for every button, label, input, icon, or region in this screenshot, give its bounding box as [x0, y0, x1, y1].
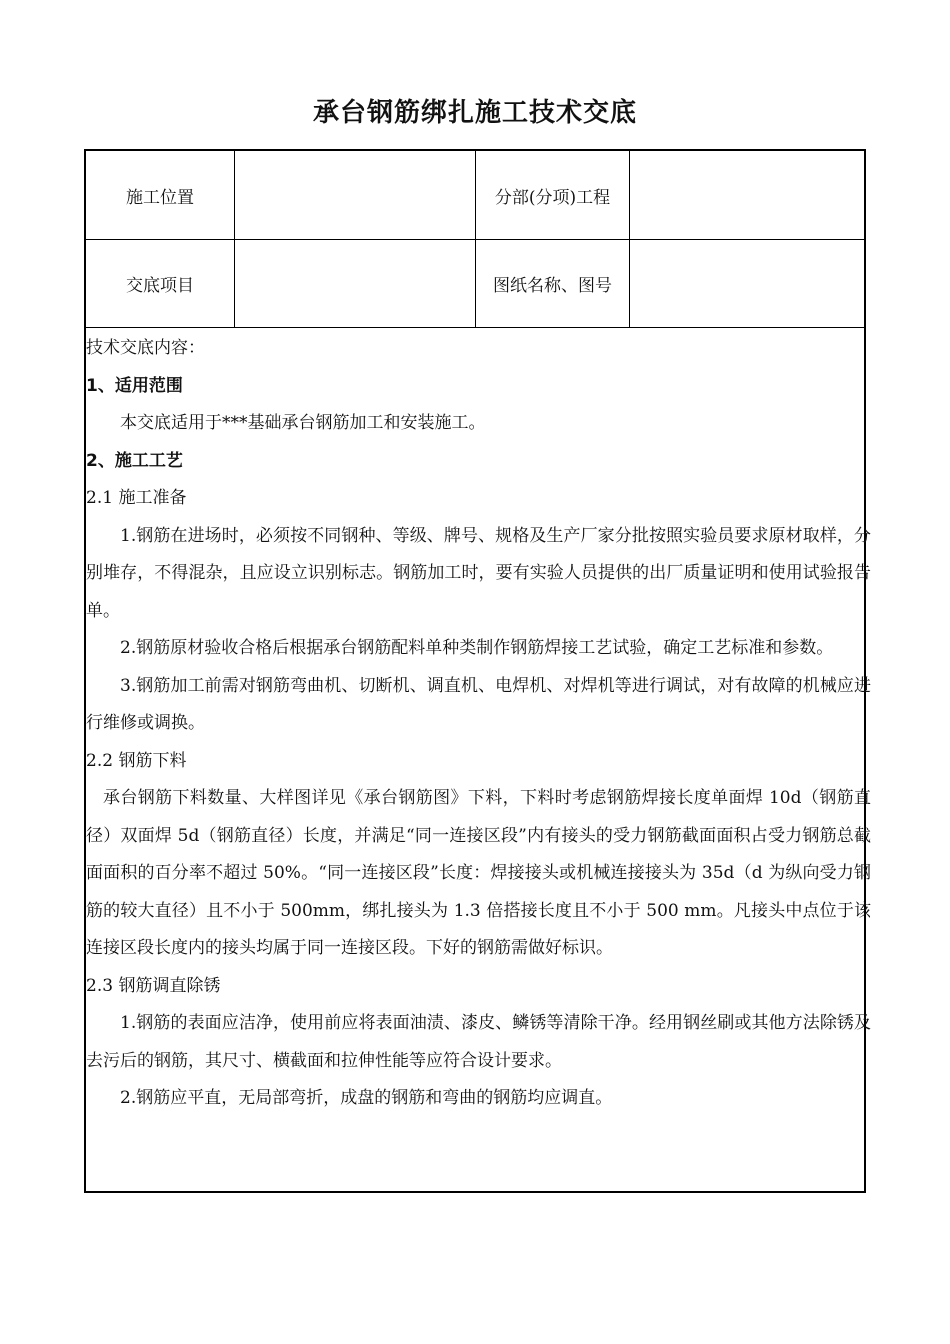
section-2-title: 2、施工工艺 [86, 450, 183, 471]
content-heading: 技术交底内容： [86, 338, 205, 358]
value-construction-location [235, 151, 475, 239]
section-2-2-title: 2.2 钢筋下料 [86, 750, 187, 771]
section-1-title: 1、适用范围 [86, 375, 183, 396]
section-2-1-title: 2.1 施工准备 [86, 488, 187, 508]
value-sub-project [630, 151, 864, 239]
section-2-3-paragraph-1: 1.钢筋的表面应洁净，使用前应将表面油渍、漆皮、鳞锈等清除干净。经用钢丝刷或其他方法除锈及去污后的钢筋，其尺寸、横截面和拉伸性能等应符合设计要求。 [86, 1013, 871, 1071]
document-title: 承台钢筋绑扎施工技术交底 [312, 98, 637, 128]
section-2-3-paragraph-2: 2.钢筋应平直，无局部弯折，成盘的钢筋和弯曲的钢筋均应调直。 [120, 1088, 613, 1108]
section-2-1-paragraph-2: 2.钢筋原材验收合格后根据承台钢筋配料单种类制作钢筋焊接工艺试验，确定工艺标准和参数。 [120, 638, 834, 658]
value-drawing-name [630, 240, 864, 327]
briefing-content [86, 330, 871, 1118]
section-1-text: 本交底适用于***基础承台钢筋加工和安装施工。 [120, 413, 486, 433]
label-drawing-name: 图纸名称、图号 [493, 276, 612, 296]
label-sub-project: 分部(分项)工程 [494, 187, 611, 208]
label-construction-location: 施工位置 [126, 187, 194, 208]
section-2-2-paragraph-1: 承台钢筋下料数量、大样图详见《承台钢筋图》下料，下料时考虑钢筋焊接长度单面焊 10d（钢筋直径）双面焊 5d（钢筋直径）长度，并满足“同一连接区段”内有接头的受力钢筋截面面积占受力钢筋总截面面积的百分率不超过 50%。“同一连接区段”长度：焊接接头或机械连接接头为 35d（d 为纵向受力钢筋的较大直径）且不小于 500mm，绑扎接头为 1.3 倍搭接长度且不小于 500 mm。凡接头中点位于该连接区段长度内的接头均属于同一连接区段。下好的钢筋需做好标识。 [86, 788, 871, 958]
value-briefing-item [235, 240, 475, 327]
section-2-1-paragraph-1: 1.钢筋在进场时，必须按不同钢种、等级、牌号、规格及生产厂家分批按照实验员要求原材取样，分别堆存，不得混杂，且应设立识别标志。钢筋加工时，要有实验人员提供的出厂质量证明和使用试验报告单。 [86, 525, 871, 621]
row-divider [84, 327, 866, 328]
section-2-3-title: 2.3 钢筋调直除锈 [86, 975, 221, 996]
section-2-1-paragraph-3: 3.钢筋加工前需对钢筋弯曲机、切断机、调直机、电焊机、对焊机等进行调试，对有故障的机械应进行维修或调换。 [86, 675, 871, 733]
label-briefing-item: 交底项目 [126, 276, 194, 296]
